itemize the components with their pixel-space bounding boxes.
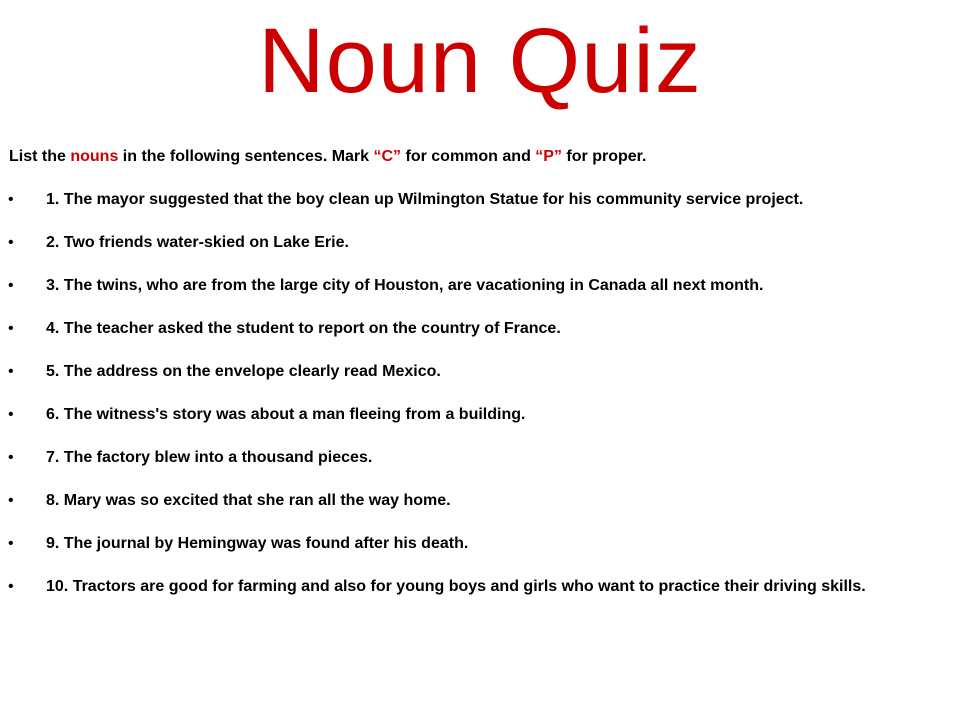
list-item-text: 7. The factory blew into a thousand pieces.: [46, 449, 373, 466]
list-item: [0, 577, 960, 597]
instructions-text-1: List the: [9, 148, 71, 165]
bullet-icon: •: [8, 578, 14, 595]
instructions-text-2: in the following sentences. Mark: [118, 148, 374, 165]
bullet-icon: •: [8, 191, 14, 208]
list-item: [0, 276, 960, 296]
bullet-icon: •: [8, 363, 14, 380]
proper-mark: “P”: [535, 148, 562, 165]
list-item: [0, 190, 960, 210]
list-item: [0, 233, 960, 253]
slide-title: Noun Quiz: [258, 10, 702, 112]
instructions-highlight-nouns: nouns: [70, 148, 119, 165]
list-item-text: 1. The mayor suggested that the boy clean up Wilmington Statue for his community service project.: [46, 191, 804, 208]
list-item: [0, 448, 960, 468]
list-item-text: 2. Two friends water-skied on Lake Erie.: [46, 234, 349, 251]
quiz-list: [0, 190, 960, 620]
list-item: [0, 405, 960, 425]
common-mark: “C”: [373, 148, 402, 165]
list-item-text: 10. Tractors are good for farming and also for young boys and girls who want to practice their driving skills.: [46, 578, 866, 595]
list-item-text: 6. The witness's story was about a man fleeing from a building.: [46, 406, 526, 423]
bullet-icon: •: [8, 234, 14, 251]
list-item-text: 3. The twins, who are from the large city of Houston, are vacationing in Canada all next month.: [46, 277, 764, 294]
list-item-text: 9. The journal by Hemingway was found after his death.: [46, 535, 469, 552]
bullet-icon: •: [8, 277, 14, 294]
list-item-text: 5. The address on the envelope clearly read Mexico.: [46, 363, 441, 380]
list-item: [0, 534, 960, 554]
list-item: [0, 362, 960, 382]
bullet-icon: •: [8, 320, 14, 337]
list-item-text: 4. The teacher asked the student to report on the country of France.: [46, 320, 561, 337]
bullet-icon: •: [8, 492, 14, 509]
bullet-icon: •: [8, 406, 14, 423]
instructions: [9, 147, 949, 167]
instructions-text-4: for proper.: [561, 148, 647, 165]
list-item-text: 8. Mary was so excited that she ran all the way home.: [46, 492, 451, 509]
instructions-text-3: for common and: [401, 148, 536, 165]
bullet-icon: •: [8, 449, 14, 466]
list-item: [0, 491, 960, 511]
list-item: [0, 319, 960, 339]
bullet-icon: •: [8, 535, 14, 552]
